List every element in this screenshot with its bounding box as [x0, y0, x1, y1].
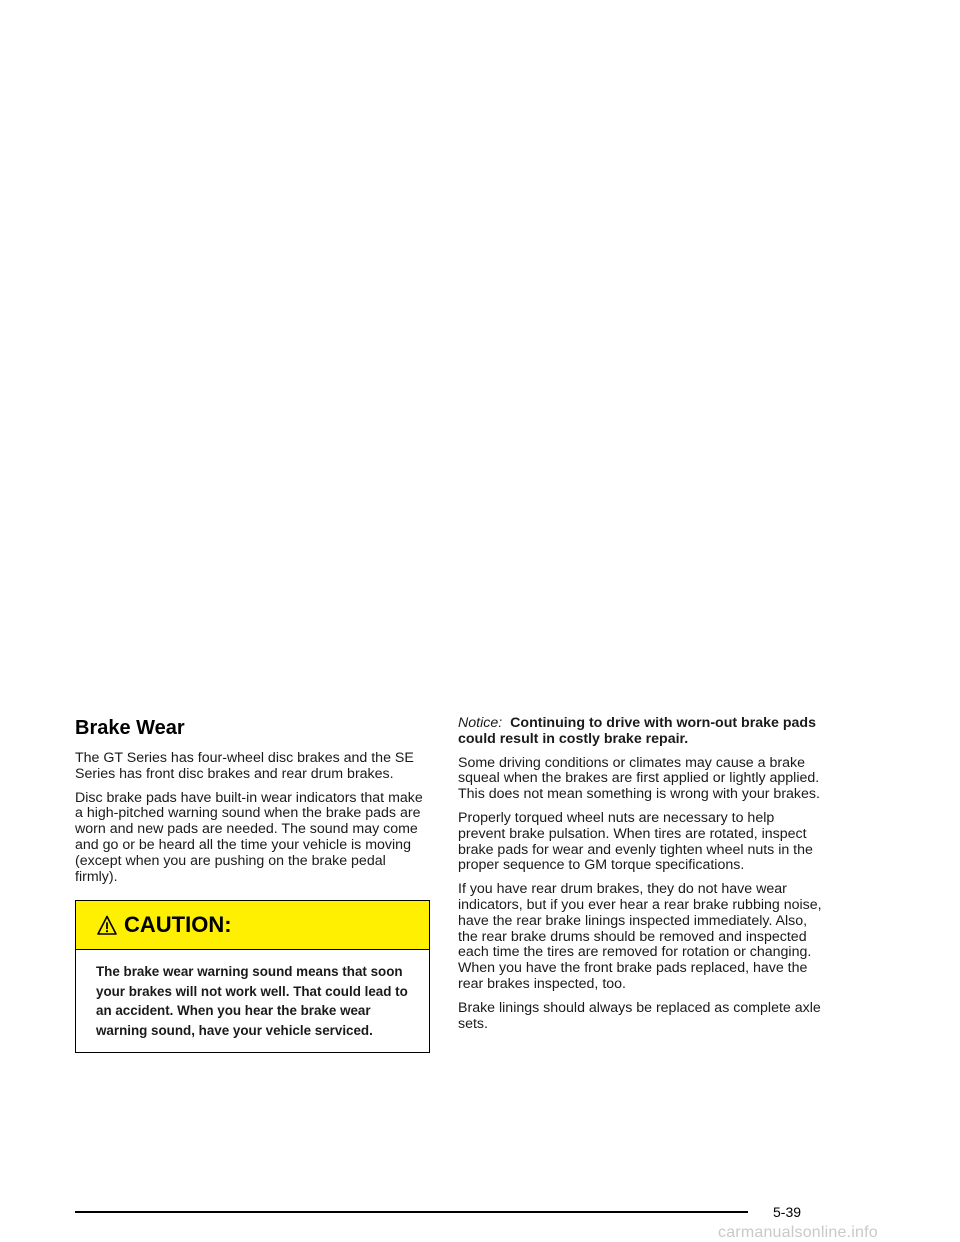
body-paragraph: Some driving conditions or climates may cause a brake squeal when the brakes are first applied or lightly applied. This does not mean something is wrong with your brakes. — [458, 754, 820, 803]
watermark: carmanualsonline.info — [718, 1224, 878, 1241]
notice-label: Notice: — [458, 715, 503, 731]
body-paragraph: Disc brake pads have built-in wear indicators that make a high-pitched warning sound when the brake pads are worn and new pads are needed. The sound may come and go or be heard all the time your vehicle is moving (except when you are pushing on the brake pedal firmly). — [75, 789, 423, 885]
caution-title: CAUTION: — [124, 912, 232, 938]
caution-box — [75, 900, 430, 1053]
body-paragraph: Properly torqued wheel nuts are necessary to help prevent brake pulsation. When tires are rotated, inspect brake pads for wear and evenly tighten wheel nuts in the proper sequence to GM torque specifications. — [458, 809, 813, 874]
body-paragraph: If you have rear drum brakes, they do not have wear indicators, but if you ever hear a rear brake rubbing noise, have the rear brake linings inspected immediately. Also, the rear brake drums should be removed and inspected each time the tires are removed for rotation or changing. When you have the front brake pads replaced, have the rear brakes inspected, too. — [458, 881, 822, 992]
section-title: Brake Wear — [75, 717, 185, 739]
footer-rule — [75, 1211, 748, 1213]
body-paragraph: The GT Series has four-wheel disc brakes and the SE Series has front disc brakes and rear drum brakes. — [75, 750, 414, 782]
right-column — [458, 716, 823, 1040]
page-number: 5-39 — [773, 1204, 802, 1220]
notice-text: Continuing to drive with worn-out brake pads could result in costly brake repair. — [458, 715, 816, 747]
notice-paragraph — [458, 716, 823, 748]
caution-text: The brake wear warning sound means that soon your brakes will not work well. That could lead to an accident. When you hear the brake wear warning sound, have your vehicle serviced. — [96, 964, 408, 1038]
warning-triangle-icon — [96, 914, 118, 936]
left-column — [75, 716, 431, 1053]
body-paragraph: Brake linings should always be replaced as complete axle sets. — [458, 999, 821, 1032]
caution-header — [76, 901, 429, 950]
